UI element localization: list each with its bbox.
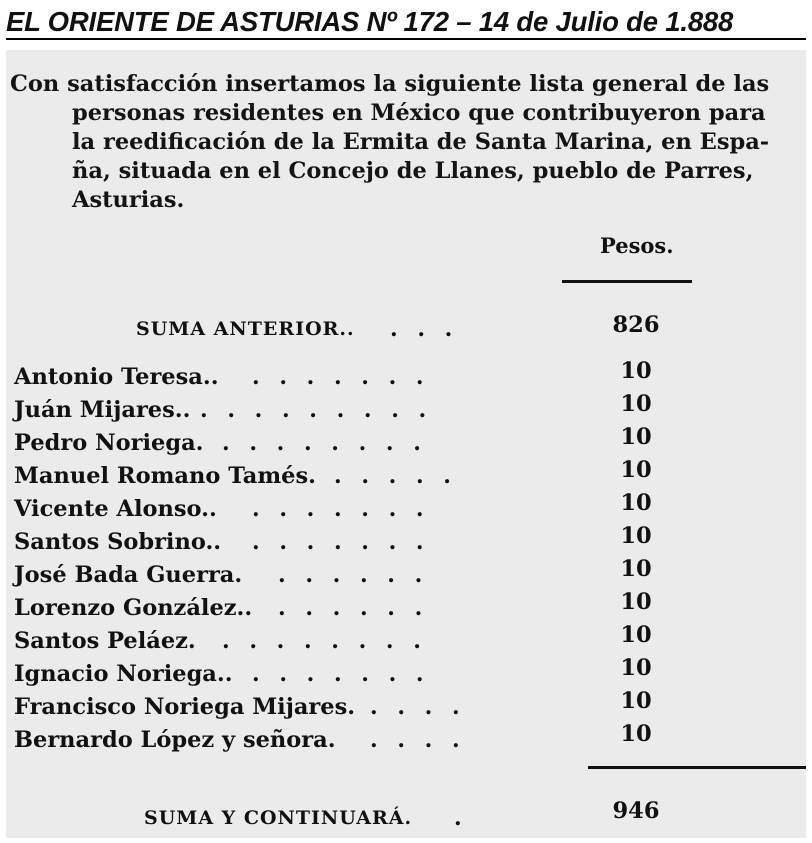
contributor-amount: 10 xyxy=(620,622,652,648)
contributor-name: Bernardo López y señora. xyxy=(14,727,336,753)
contributor-amount: 10 xyxy=(620,457,652,483)
contributor-name: Lorenzo González.. xyxy=(14,595,253,621)
intro-line: personas residentes en México que contribuyeron para xyxy=(72,100,766,126)
leader-dots: . . . . . . xyxy=(278,562,429,588)
header-rule xyxy=(562,280,692,283)
intro-line: ña, situada en el Concejo de Llanes, pueblo de Parres, xyxy=(72,158,754,184)
final-total-label: SUMA Y CONTINUARÁ. xyxy=(144,807,413,829)
intro-line: Asturias. xyxy=(72,187,185,213)
contributor-name: Antonio Teresa.. xyxy=(14,364,219,390)
leader-dots: . . . . . . . xyxy=(252,496,430,522)
leader-dots: . xyxy=(454,805,468,831)
contributor-amount: 10 xyxy=(620,490,652,516)
intro-paragraph xyxy=(10,70,796,215)
final-total-amount: 946 xyxy=(612,798,660,824)
total-rule xyxy=(588,766,806,769)
contributor-name: Francisco Noriega Mijares. xyxy=(14,694,356,720)
contributor-amount: 10 xyxy=(620,655,652,681)
contributor-name: Pedro Noriega. xyxy=(14,430,204,456)
intro-line: la reedificación de la Ermita de Santa Marina, en Espa- xyxy=(72,129,770,155)
contributor-name: Santos Peláez. xyxy=(14,628,196,654)
leader-dots: . . . . . xyxy=(334,463,457,489)
contributor-amount: 10 xyxy=(620,358,652,384)
contributor-name: Santos Sobrino.. xyxy=(14,529,222,555)
contributor-name: José Bada Guerra. xyxy=(14,562,243,588)
contributor-amount: 10 xyxy=(620,556,652,582)
contributor-name: Juán Mijares.. xyxy=(14,397,191,423)
contributor-name: Ignacio Noriega.. xyxy=(14,661,233,687)
leader-dots: . . . xyxy=(390,316,459,342)
leader-dots: . . . . . . . xyxy=(252,529,430,555)
contributor-name: Manuel Romano Tamés. xyxy=(14,463,316,489)
contributor-amount: 10 xyxy=(620,688,652,714)
previous-total-label: SUMA ANTERIOR.. xyxy=(136,318,355,340)
leader-dots: . . . . xyxy=(370,727,466,753)
contributor-amount: 10 xyxy=(620,589,652,615)
column-header-pesos: Pesos. xyxy=(600,233,674,258)
title-underline xyxy=(6,38,806,40)
contributor-amount: 10 xyxy=(620,424,652,450)
contributor-amount: 10 xyxy=(620,721,652,747)
leader-dots: . . . . xyxy=(370,694,466,720)
leader-dots: . . . . . . . . xyxy=(222,628,427,654)
previous-total-amount: 826 xyxy=(612,312,660,338)
leader-dots: . . . . . . . . xyxy=(222,430,427,456)
contributor-amount: 10 xyxy=(620,523,652,549)
leader-dots: . . . . . . . xyxy=(252,364,430,390)
contributor-name: Vicente Alonso.. xyxy=(14,496,217,522)
leader-dots: . . . . . . . . . xyxy=(200,397,433,423)
contributor-amount: 10 xyxy=(620,391,652,417)
document-title: EL ORIENTE DE ASTURIAS Nº 172 – 14 de Julio de 1.888 xyxy=(6,6,734,37)
leader-dots: . . . . . . . xyxy=(252,661,430,687)
intro-line: Con satisfacción insertamos la siguiente lista general de las xyxy=(10,71,770,97)
leader-dots: . . . . . . xyxy=(278,595,429,621)
